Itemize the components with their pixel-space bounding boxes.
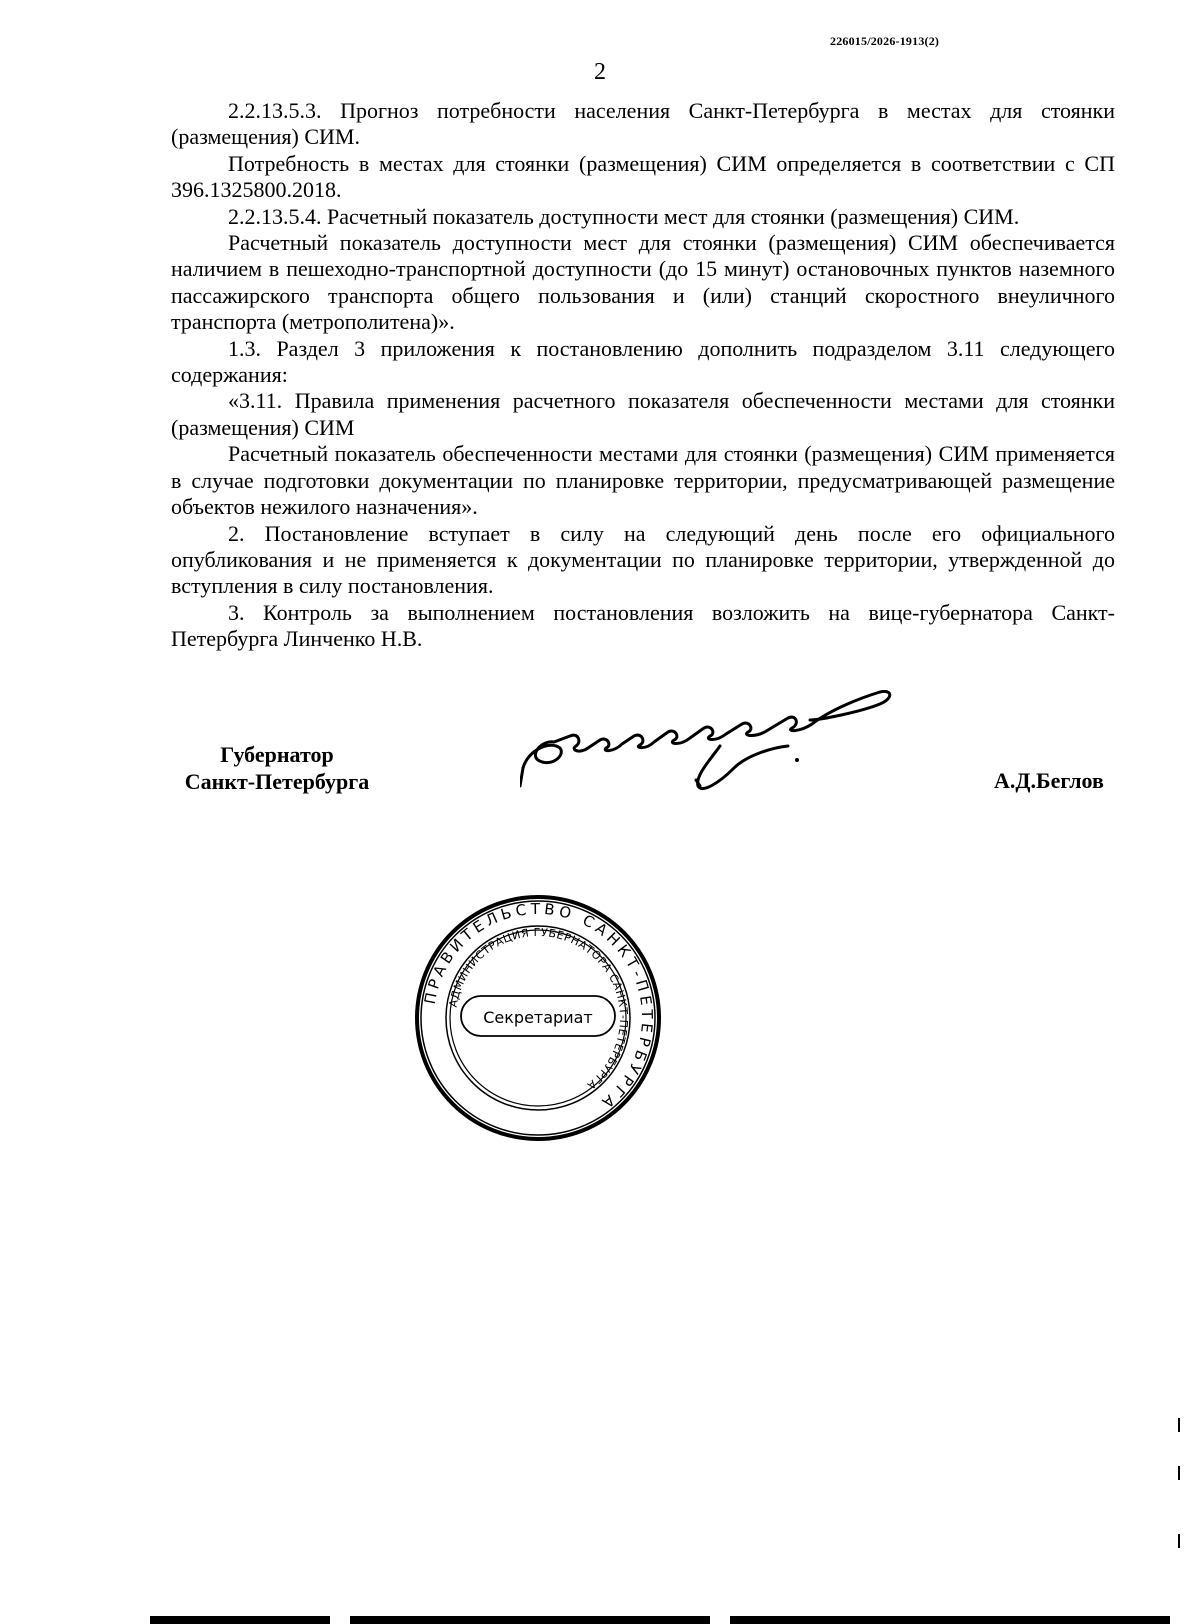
scan-artifact-mark xyxy=(1178,1534,1180,1548)
document-body xyxy=(171,98,1115,653)
signer-position-line1: Губернатор xyxy=(220,742,334,767)
paragraph-1-3: 1.3. Раздел 3 приложения к постановлению дополнить подразделом 3.11 следующего содержания: xyxy=(171,335,1115,388)
paragraph-need-definition: Потребность в местах для стоянки (размещения) СИМ определяется в соответствии с СП 396.1325800.2018. xyxy=(171,150,1115,203)
official-seal xyxy=(413,893,663,1143)
signer-position xyxy=(172,741,382,795)
paragraph-2-2-13-5-4: 2.2.13.5.4. Расчетный показатель доступности мест для стоянки (размещения) СИМ. xyxy=(228,203,1020,229)
scan-bottom-edge xyxy=(0,1616,1200,1624)
document-registration-number: 226015/2026-1913(2) xyxy=(830,34,940,48)
seal-inner-text: АДМИНИСТРАЦИЯ ГУБЕРНАТОРА САНКТ-ПЕТЕРБУРГА xyxy=(446,925,631,1093)
scan-artifact-mark xyxy=(1178,1466,1180,1480)
handwritten-signature xyxy=(520,690,940,820)
page-number: 2 xyxy=(594,59,606,85)
scan-artifact-mark xyxy=(1178,1418,1180,1432)
paragraph-3-11-title: «3.11. Правила применения расчетного показателя обеспеченности местами для стоянки (размещения) СИМ xyxy=(171,388,1115,440)
scan-artifact-mark xyxy=(350,1616,710,1624)
scan-artifact-mark xyxy=(730,1616,1170,1624)
signer-name: А.Д.Беглов xyxy=(994,768,1104,793)
paragraph-2-2-13-5-3: 2.2.13.5.3. Прогноз потребности населения Санкт-Петербурга в местах для стоянки (размещения) СИМ. xyxy=(171,98,1115,150)
paragraph-3-11-body: Расчетный показатель обеспеченности местами для стоянки (размещения) СИМ применяется в случае подготовки документации по планировке территории, предусматривающей размещение объектов нежилого назначения». xyxy=(171,441,1115,520)
paragraph-2-effective-date: 2. Постановление вступает в силу на следующий день после его официального опубликования и не применяется к документации по планировке территории, утвержденной до вступления в силу постановления. xyxy=(171,520,1115,599)
paragraph-3-control: 3. Контроль за выполнением постановления возложить на вице-губернатора Санкт-Петербурга Линченко Н.В. xyxy=(171,599,1115,652)
signer-position-line2: Санкт-Петербурга xyxy=(184,769,370,794)
seal-outer-text: ПРАВИТЕЛЬСТВО САНКТ-ПЕТЕРБУРГА xyxy=(420,899,657,1114)
paragraph-accessibility-indicator: Расчетный показатель доступности мест для стоянки (размещения) СИМ обеспечивается наличием в пешеходно-транспортной доступности (до 15 минут) остановочных пунктов наземного пассажирского транспорта общего пользования и (или) станций скоростного внеуличного транспорта (метрополитена)». xyxy=(171,230,1115,335)
seal-center-text: Секретариат xyxy=(483,1008,593,1027)
scan-artifact-mark xyxy=(150,1616,330,1624)
